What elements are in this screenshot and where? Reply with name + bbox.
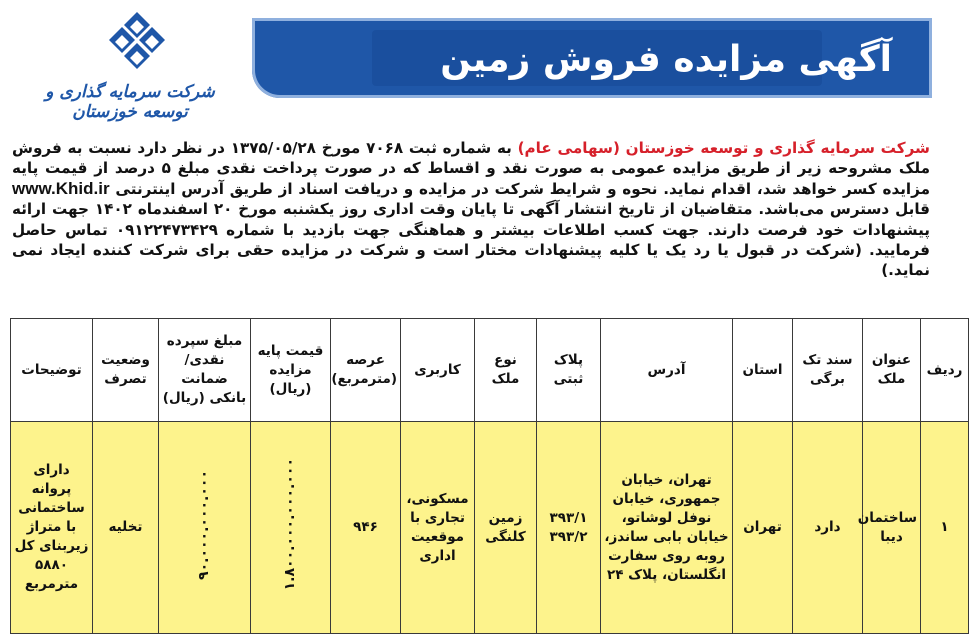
cell-registration-plate: ۳۹۳/۱ ۳۹۳/۲ — [537, 422, 601, 634]
logo-company-name: شرکت سرمایه گذاری و توسعه خوزستان — [45, 82, 215, 122]
notice-paragraph — [12, 138, 930, 281]
cell-area: ۹۴۶ — [331, 422, 401, 634]
cell-usage: مسکونی، تجاری با موقعیت اداری — [401, 422, 475, 634]
cell-single-sheet-deed: دارد — [793, 422, 863, 634]
header-registration-plate: پلاک ثبتی — [537, 319, 601, 422]
payment-mode: نقد و اقساط — [427, 159, 528, 178]
property-table — [10, 318, 969, 634]
header-property-type: نوع ملک — [475, 319, 537, 422]
cell-property-title: ساختمان دیبا — [863, 422, 921, 634]
company-logo — [20, 10, 240, 120]
notice-text-3: قابل دسترس می‌باشد. متقاضیان از تاریخ انتشار آگهی تا پایان وقت اداری روز یکشنبه مورخ ۲۰ اسفندماه ۱۴۰۲ جهت ارائه پیشنهادات خود فرصت دارند. جهت کسب اطلاعات بیشتر و هماهنگی جهت بازدید با شماره ۰۹۱۲۲۴۷۳۴۲۹ تماس حاصل فرمایید. (شرکت در قبول یا رد یک یا کلیه پیشنهادات مختار است و شرکت در مزایده حقی برای شرکت کننده ایجاد نمی نماید.) — [12, 200, 931, 280]
cell-property-type: زمین کلنگی — [475, 422, 537, 634]
header-description: توضیحات — [11, 319, 93, 422]
page-title: آگهی مزایده فروش زمین — [440, 39, 892, 80]
cell-deposit — [159, 422, 251, 634]
cell-province: تهران — [733, 422, 793, 634]
cell-base-price — [251, 422, 331, 634]
header-occupancy-status: وضعیت تصرف — [93, 319, 159, 422]
header-area: عرصه (مترمربع) — [331, 319, 401, 422]
cell-address: تهران، خیابان جمهوری، خیابان نوفل لوشاتو، خیابان بابی ساندز، روبه روی سفارت انگلستان، پلاک ۲۴ — [601, 422, 733, 634]
header-address: آدرس — [601, 319, 733, 422]
header-single-sheet-deed: سند تک برگی — [793, 319, 863, 422]
header-base-price: قیمت پایه مزایده (ریال) — [251, 319, 331, 422]
header-usage: کاربری — [401, 319, 475, 422]
cell-description: دارای پروانه ساختمانی با متراژ زیربنای کل ۵۸۸۰ مترمربع — [11, 422, 93, 634]
cell-row-number: ۱ — [921, 422, 969, 634]
header-property-title: عنوان ملک — [863, 319, 921, 422]
title-banner — [252, 18, 932, 98]
table-row — [11, 422, 969, 634]
notice-text-2: که در صورت پرداخت نقدی مبلغ ۵ درصد از قیمت پایه مزایده کسر خواهد شد، اقدام نماید. نحوه و شرایط شرکت در مزایده و دریافت اسناد از طریق آدرس اینترنتی — [12, 159, 930, 198]
table-header-row — [11, 319, 969, 422]
header-deposit: مبلغ سپرده نقدی/ ضمانت بانکی (ریال) — [159, 319, 251, 422]
cell-occupancy-status: تخلیه — [93, 422, 159, 634]
header-row-number: ردیف — [921, 319, 969, 422]
notice-text-1: به شماره ثبت ۷۰۶۸ مورخ ۱۳۷۵/۰۵/۲۸ در نظر دارد نسبت به فروش ملک مشروحه زیر از طریق مزایده عمومی به صورت — [12, 139, 930, 178]
deposit-value: ۹۰.۰۰۰.۰۰۰.۰۰۰ — [196, 469, 212, 580]
website-link[interactable]: www.Khid.ir — [12, 178, 110, 198]
base-price-value: ۱.۸۰۰.۰۰۰.۰۰۰.۰۰۰ — [282, 458, 298, 591]
company-name: شرکت سرمایه گذاری و توسعه خوزستان (سهامی عام) — [517, 139, 930, 157]
diamond-logo-icon — [106, 10, 168, 72]
header-province: استان — [733, 319, 793, 422]
